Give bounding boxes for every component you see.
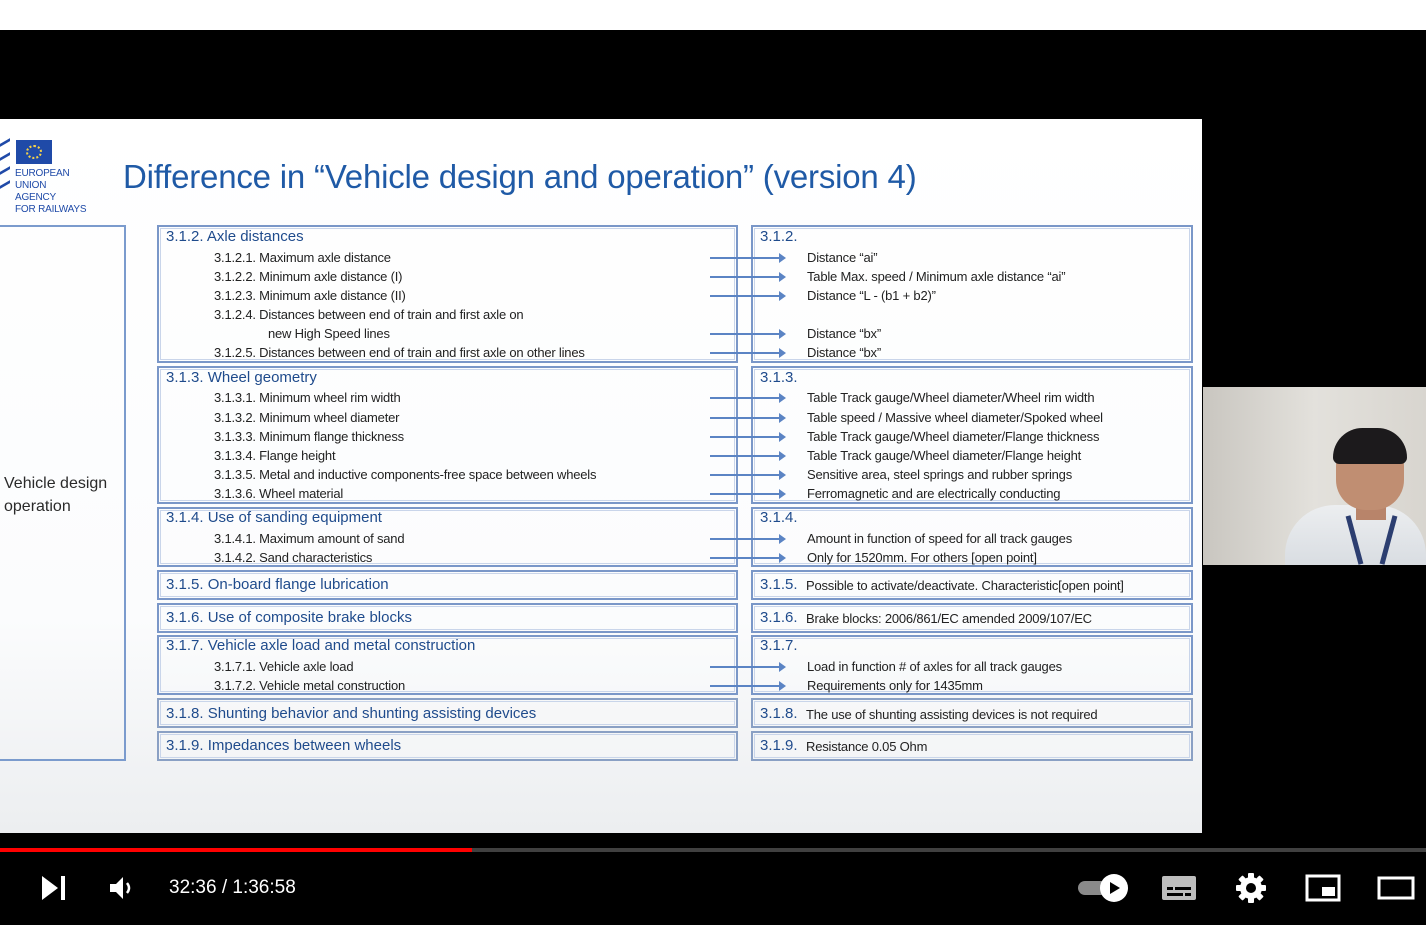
mapping-arrow	[710, 257, 784, 259]
section-header: 3.1.2. Axle distances	[166, 228, 304, 245]
section-item: new High Speed lines	[268, 326, 390, 341]
left-category-label	[4, 472, 107, 518]
section-item: 3.1.3.3. Minimum flange thickness	[214, 429, 404, 444]
section-item: 3.1.3.6. Wheel material	[214, 486, 344, 501]
section-header: 3.1.7. Vehicle axle load and metal construction	[166, 637, 476, 654]
right-item: Only for 1520mm. For others [open point]	[807, 550, 1037, 565]
section-header: 3.1.5. On-board flange lubrication	[166, 576, 389, 593]
section-item: 3.1.4.2. Sand characteristics	[214, 550, 373, 565]
right-header: 3.1.8.	[760, 705, 798, 722]
mapping-arrow	[710, 493, 784, 495]
autoplay-toggle[interactable]	[1076, 872, 1132, 904]
mapping-arrow	[710, 397, 784, 399]
time-display: 32:36 / 1:36:58	[169, 877, 296, 898]
section-item: 3.1.7.1. Vehicle axle load	[214, 659, 354, 674]
right-item: Distance “bx”	[807, 345, 881, 360]
eu-stars-icon	[26, 145, 42, 159]
logo-line: EUROPEAN	[15, 168, 70, 179]
slide-title: Difference in “Vehicle design and operation” (version 4)	[123, 158, 917, 195]
section-header: 3.1.4. Use of sanding equipment	[166, 509, 382, 526]
logo-line: AGENCY	[15, 192, 57, 203]
agency-logo-text	[15, 168, 86, 216]
left-label-line: operation	[4, 498, 71, 515]
mapping-arrow	[710, 295, 784, 297]
progress-played[interactable]	[0, 848, 472, 852]
section-item: 3.1.4.1. Maximum amount of sand	[214, 531, 405, 546]
section-item: 3.1.7.2. Vehicle metal construction	[214, 678, 406, 693]
mapping-arrow	[710, 538, 784, 540]
miniplayer-icon[interactable]	[1304, 872, 1342, 904]
section-item: 3.1.3.2. Minimum wheel diameter	[214, 410, 400, 425]
right-header: 3.1.6.	[760, 609, 798, 626]
section-header: 3.1.8. Shunting behavior and shunting assisting devices	[166, 705, 537, 722]
right-item: Amount in function of speed for all track gauges	[807, 531, 1073, 546]
right-item: Distance “bx”	[807, 326, 881, 341]
right-item: Sensitive area, steel springs and rubber springs	[807, 467, 1072, 482]
mapping-arrow	[710, 436, 784, 438]
section-item: 3.1.3.5. Metal and inductive components-free space between wheels	[214, 467, 597, 482]
mapping-arrow	[710, 333, 784, 335]
right-text: Possible to activate/deactivate. Characteristic[open point]	[806, 578, 1124, 593]
right-text: Brake blocks: 2006/861/EC amended 2009/107/EC	[806, 611, 1092, 626]
section-item: 3.1.2.1. Maximum axle distance	[214, 250, 391, 265]
right-item: Table Max. speed / Minimum axle distance “ai”	[807, 269, 1066, 284]
volume-icon[interactable]	[106, 872, 138, 904]
top-bar	[0, 0, 1426, 30]
section-item: 3.1.3.4. Flange height	[214, 448, 336, 463]
right-text: The use of shunting assisting devices is not required	[806, 707, 1098, 722]
mapping-arrow	[710, 557, 784, 559]
section-item: 3.1.2.5. Distances between end of train and first axle on other lines	[214, 345, 585, 360]
left-label-line: Vehicle design	[4, 475, 108, 492]
section-item: 3.1.2.2. Minimum axle distance (I)	[214, 269, 403, 284]
section-header: 3.1.6. Use of composite brake blocks	[166, 609, 412, 626]
subtitles-icon[interactable]	[1160, 872, 1198, 904]
section-item: 3.1.2.3. Minimum axle distance (II)	[214, 288, 406, 303]
right-header: 3.1.3.	[760, 369, 798, 386]
settings-icon[interactable]	[1234, 871, 1268, 905]
section-header: 3.1.9. Impedances between wheels	[166, 737, 402, 754]
right-text: Resistance 0.05 Ohm	[806, 739, 928, 754]
theater-icon[interactable]	[1376, 872, 1416, 904]
mapping-arrow	[710, 455, 784, 457]
right-item: Ferromagnetic and are electrically conducting	[807, 486, 1061, 501]
section-item: 3.1.3.1. Minimum wheel rim width	[214, 390, 401, 405]
right-item: Table Track gauge/Wheel diameter/Flange thickness	[807, 429, 1100, 444]
mapping-arrow	[710, 417, 784, 419]
mapping-arrow	[710, 474, 784, 476]
right-header: 3.1.2.	[760, 228, 798, 245]
mapping-arrow	[710, 352, 784, 354]
logo-line: FOR RAILWAYS	[15, 204, 87, 215]
right-item: Load in function # of axles for all track gauges	[807, 659, 1062, 674]
right-item: Distance “ai”	[807, 250, 878, 265]
right-header: 3.1.7.	[760, 637, 798, 654]
below-player-strip	[0, 925, 1426, 951]
right-item: Table speed / Massive wheel diameter/Spoked wheel	[807, 410, 1103, 425]
right-item: Requirements only for 1435mm	[807, 678, 983, 693]
section-header: 3.1.3. Wheel geometry	[166, 369, 317, 386]
section-item: 3.1.2.4. Distances between end of train and first axle on	[214, 307, 524, 322]
right-item: Table Track gauge/Wheel diameter/Wheel rim width	[807, 390, 1095, 405]
right-item: Distance “L - (b1 + b2)”	[807, 288, 936, 303]
right-header: 3.1.5.	[760, 576, 798, 593]
next-icon[interactable]	[38, 872, 70, 904]
mapping-arrow	[710, 685, 784, 687]
right-item: Table Track gauge/Wheel diameter/Flange height	[807, 448, 1082, 463]
right-header: 3.1.9.	[760, 737, 798, 754]
mapping-arrow	[710, 666, 784, 668]
mapping-arrow	[710, 276, 784, 278]
logo-line: UNION	[15, 180, 47, 191]
agency-logo-mark	[0, 141, 10, 201]
right-header: 3.1.4.	[760, 509, 798, 526]
